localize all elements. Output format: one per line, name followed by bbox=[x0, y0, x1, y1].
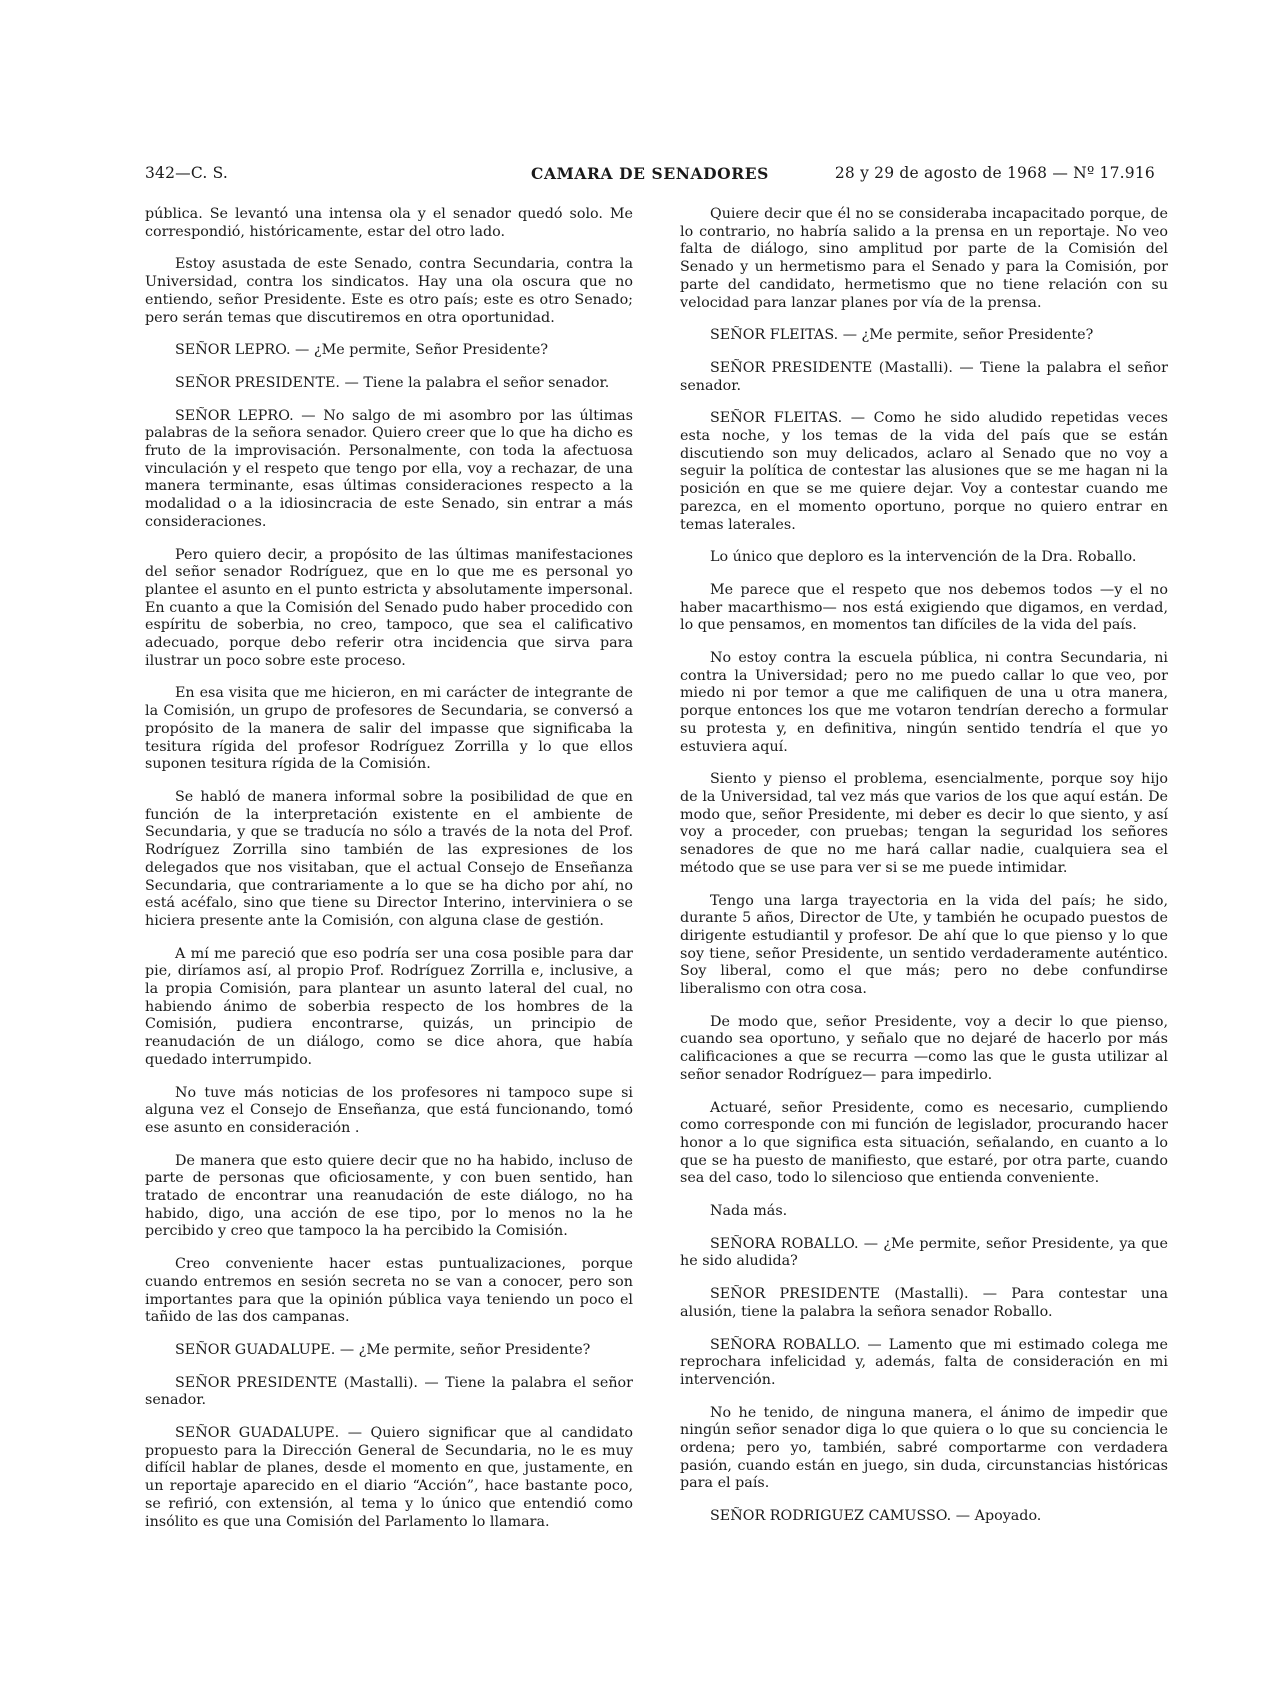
paragraph: Quiere decir que él no se consideraba incapacitado porque, de lo contrario, no habría salido a la prensa en un reportaje. No veo falta de diálogo, sino amplitud por parte de la Comisión del Senado y un hermetismo para el Senado y para la Comisión, por parte del candidato, hermetismo que no tiene relación con su velocidad para lanzar planes por vía de la prensa. bbox=[680, 206, 1168, 311]
paragraph: No he tenido, de ninguna manera, el ánimo de impedir que ningún señor senador diga lo que quiera o lo que su conciencia le ordena; pero yo, también, sabré comportarme con verdadera pasión, cuando están en juego, sin duda, circunstancias históricas para el país. bbox=[680, 1404, 1168, 1492]
paragraph: Siento y pienso el problema, esencialmente, porque soy hijo de la Universidad, tal vez más que varios de los que aquí están. De modo que, señor Presidente, mi deber es decir lo que siento, y así voy a proceder, con pruebas; tengan la seguridad los señores senadores de que no me hará callar nadie, cualquiera sea el método que se use para ver si se me puede intimidar. bbox=[680, 771, 1168, 876]
chamber-title: CAMARA DE SENADORES bbox=[531, 164, 769, 183]
speaker-line: SEÑOR PRESIDENTE (Mastalli). — Para contestar una alusión, tiene la palabra la señora senador Roballo. bbox=[680, 1286, 1168, 1320]
speaker-line: SEÑORA ROBALLO. — Lamento que mi estimado colega me reprochara infelicidad y, además, falta de consideración en mi intervención. bbox=[680, 1336, 1168, 1388]
speaker-line: SEÑOR FLEITAS. — Como he sido aludido repetidas veces esta noche, y los temas de la vida del país que se están discutiendo son muy delicados, aclaro al Senado que no voy a seguir la política de contestar las alusiones que se me hagan ni la posición en que se me quiere dejar. Voy a contestar cuando me parezca, en el momento oportuno, porque no quiero entrar en temas laterales. bbox=[680, 410, 1168, 533]
paragraph: Se habló de manera informal sobre la posibilidad de que en función de la interpretación existente en el ambiente de Secundaria, y que se traducía no sólo a través de la nota del Prof. Rodríguez Zorrilla sino también de las expresiones de los delegados que nos visitaban, que el actual Consejo de Enseñanza Secundaria, que contrariamente a lo que se ha dicho por ahí, no está acéfalo, sino que tiene su Director Interino, interviniera o se hiciera presente ante la Comisión, con alguna clase de gestión. bbox=[145, 788, 633, 929]
speaker-line: SEÑOR GUADALUPE. — Quiero significar que al candidato propuesto para la Dirección General de Secundaria, no le es muy difícil hablar de planes, desde el momento en que, justamente, en un reportaje aparecido en el diario “Acción”, hace bastante poco, se refirió, con extensión, al tema y lo único que entendió como insólito es que una Comisión del Parlamento lo llamara. bbox=[145, 1425, 633, 1530]
paragraph: pública. Se levantó una intensa ola y el senador quedó solo. Me correspondió, históricamente, estar del otro lado. bbox=[145, 206, 633, 240]
speaker-line: SEÑORA ROBALLO. — ¿Me permite, señor Presidente, ya que he sido aludida? bbox=[680, 1235, 1168, 1270]
paragraph: Nada más. bbox=[710, 1203, 788, 1220]
speaker-line: SEÑOR LEPRO. — ¿Me permite, Señor Presidente? bbox=[175, 342, 549, 359]
paragraph: Actuaré, señor Presidente, como es necesario, cumpliendo como corresponde con mi función de legislador, procurando hacer honor a lo que significa esta situación, señalando, en cuanto a lo que se ha puesto de manifiesto, que estaré, por otra parte, cuando sea del caso, todo lo silencioso que entienda conveniente. bbox=[680, 1099, 1168, 1187]
speaker-line: SEÑOR LEPRO. — No salgo de mi asombro por las últimas palabras de la señora senador. Quiero creer que lo que ha dicho es fruto de la improvisación. Personalmente, con toda la afectuosa vinculación y el respeto que tengo por ella, voy a rechazar, de una manera terminante, esas últimas consideraciones respecto a la modalidad o a la idiosincracia de este Senado, sin entrar a más consideraciones. bbox=[145, 407, 633, 530]
paragraph: Me parece que el respeto que nos debemos todos —y el no haber macarthismo— nos está exigiendo que digamos, en verdad, lo que pensamos, en momentos tan difíciles de la vida del país. bbox=[680, 581, 1168, 634]
left-column bbox=[145, 206, 633, 1546]
paragraph: Estoy asustada de este Senado, contra Secundaria, contra la Universidad, contra los sindicatos. Hay una ola oscura que no entiendo, señor Presidente. Este es otro país; este es otro Senado; pero serán temas que discutiremos en otra oportunidad. bbox=[145, 256, 633, 326]
speaker-line: SEÑOR PRESIDENTE. — Tiene la palabra el señor senador. bbox=[175, 374, 610, 391]
speaker-line: SEÑOR PRESIDENTE (Mastalli). — Tiene la palabra el señor senador. bbox=[680, 359, 1168, 394]
session-date-issue: 28 y 29 de agosto de 1968 — Nº 17.916 bbox=[834, 164, 1155, 182]
speaker-line: SEÑOR GUADALUPE. — ¿Me permite, señor Presidente? bbox=[175, 1341, 591, 1358]
paragraph: No tuve más noticias de los profesores ni tampoco supe si alguna vez el Consejo de Enseñanza, que está funcionando, tomó ese asunto en consideración . bbox=[145, 1084, 633, 1136]
page-header bbox=[145, 164, 1155, 188]
right-column bbox=[680, 206, 1168, 1541]
paragraph: Lo único que deploro es la intervención de la Dra. Roballo. bbox=[710, 549, 1137, 566]
paragraph: A mí me pareció que eso podría ser una cosa posible para dar pie, diríamos así, al propio Prof. Rodríguez Zorrilla e, inclusive, a la propia Comisión, para plantear un asunto lateral del cual, no habiendo ánimo de soberbia respecto de los hombres de la Comisión, pudiera encontrarse, quizás, un principio de reanudación de un diálogo, como se dice ahora, que había quedado interrumpido. bbox=[145, 945, 633, 1068]
speaker-line: SEÑOR PRESIDENTE (Mastalli). — Tiene la palabra el señor senador. bbox=[145, 1374, 633, 1409]
paragraph: De manera que esto quiere decir que no ha habido, incluso de parte de personas que oficiosamente, y con buen sentido, han tratado de encontrar una reanudación de este diálogo, no ha habido, digo, una acción de ese tipo, por lo menos no la he percibido y creo que tampoco la ha percibido la Comisión. bbox=[145, 1152, 633, 1240]
paragraph: Tengo una larga trayectoria en la vida del país; he sido, durante 5 años, Director de Ute, y también he ocupado puestos de dirigente estudiantil y profesor. De ahí que lo que pienso y lo que soy tiene, señor Presidente, un sentido verdaderamente auténtico. Soy liberal, como el que más; pero no debe confundirse liberalismo con otra cosa. bbox=[680, 892, 1168, 998]
page-number: 342—C. S. bbox=[145, 164, 229, 182]
speaker-line: SEÑOR RODRIGUEZ CAMUSSO. — Apoyado. bbox=[710, 1508, 1042, 1525]
paragraph: Pero quiero decir, a propósito de las últimas manifestaciones del señor senador Rodríguez, que en lo que me es personal yo plantee el asunto en el punto estricta y absolutamente impersonal. En cuanto a que la Comisión del Senado pudo haber procedido con espíritu de soberbia, no creo, tampoco, que sea el calificativo adecuado, porque debo referir otra incidencia que sirva para ilustrar un poco sobre este proceso. bbox=[145, 546, 633, 669]
paragraph: Creo conveniente hacer estas puntualizaciones, porque cuando entremos en sesión secreta no se van a conocer, pero son importantes para que la opinión pública vaya teniendo un poco el tañido de las dos campanas. bbox=[145, 1256, 633, 1326]
paragraph: En esa visita que me hicieron, en mi carácter de integrante de la Comisión, un grupo de profesores de Secundaria, se conversó a propósito de la manera de salir del impasse que significaba la tesitura rígida del profesor Rodríguez Zorrilla y lo que ellos suponen tesitura rígida de la Comisión. bbox=[145, 685, 633, 773]
speaker-line: SEÑOR FLEITAS. — ¿Me permite, señor Presidente? bbox=[710, 327, 1094, 344]
paragraph: No estoy contra la escuela pública, ni contra Secundaria, ni contra la Universidad; pero no me puedo callar lo que veo, por miedo ni por temor a que me califiquen de una u otra manera, porque entonces los que me votaron tendrían derecho a formular su protesta y, en definitiva, ningún sentido tendría el que yo estuviera aquí. bbox=[680, 650, 1168, 755]
paragraph: De modo que, señor Presidente, voy a decir lo que pienso, cuando sea oportuno, y señalo que no dejaré de hacerlo por más calificaciones a que se recurra —como las que le gusta utilizar al señor senador Rodríguez— para impedirlo. bbox=[680, 1013, 1168, 1083]
